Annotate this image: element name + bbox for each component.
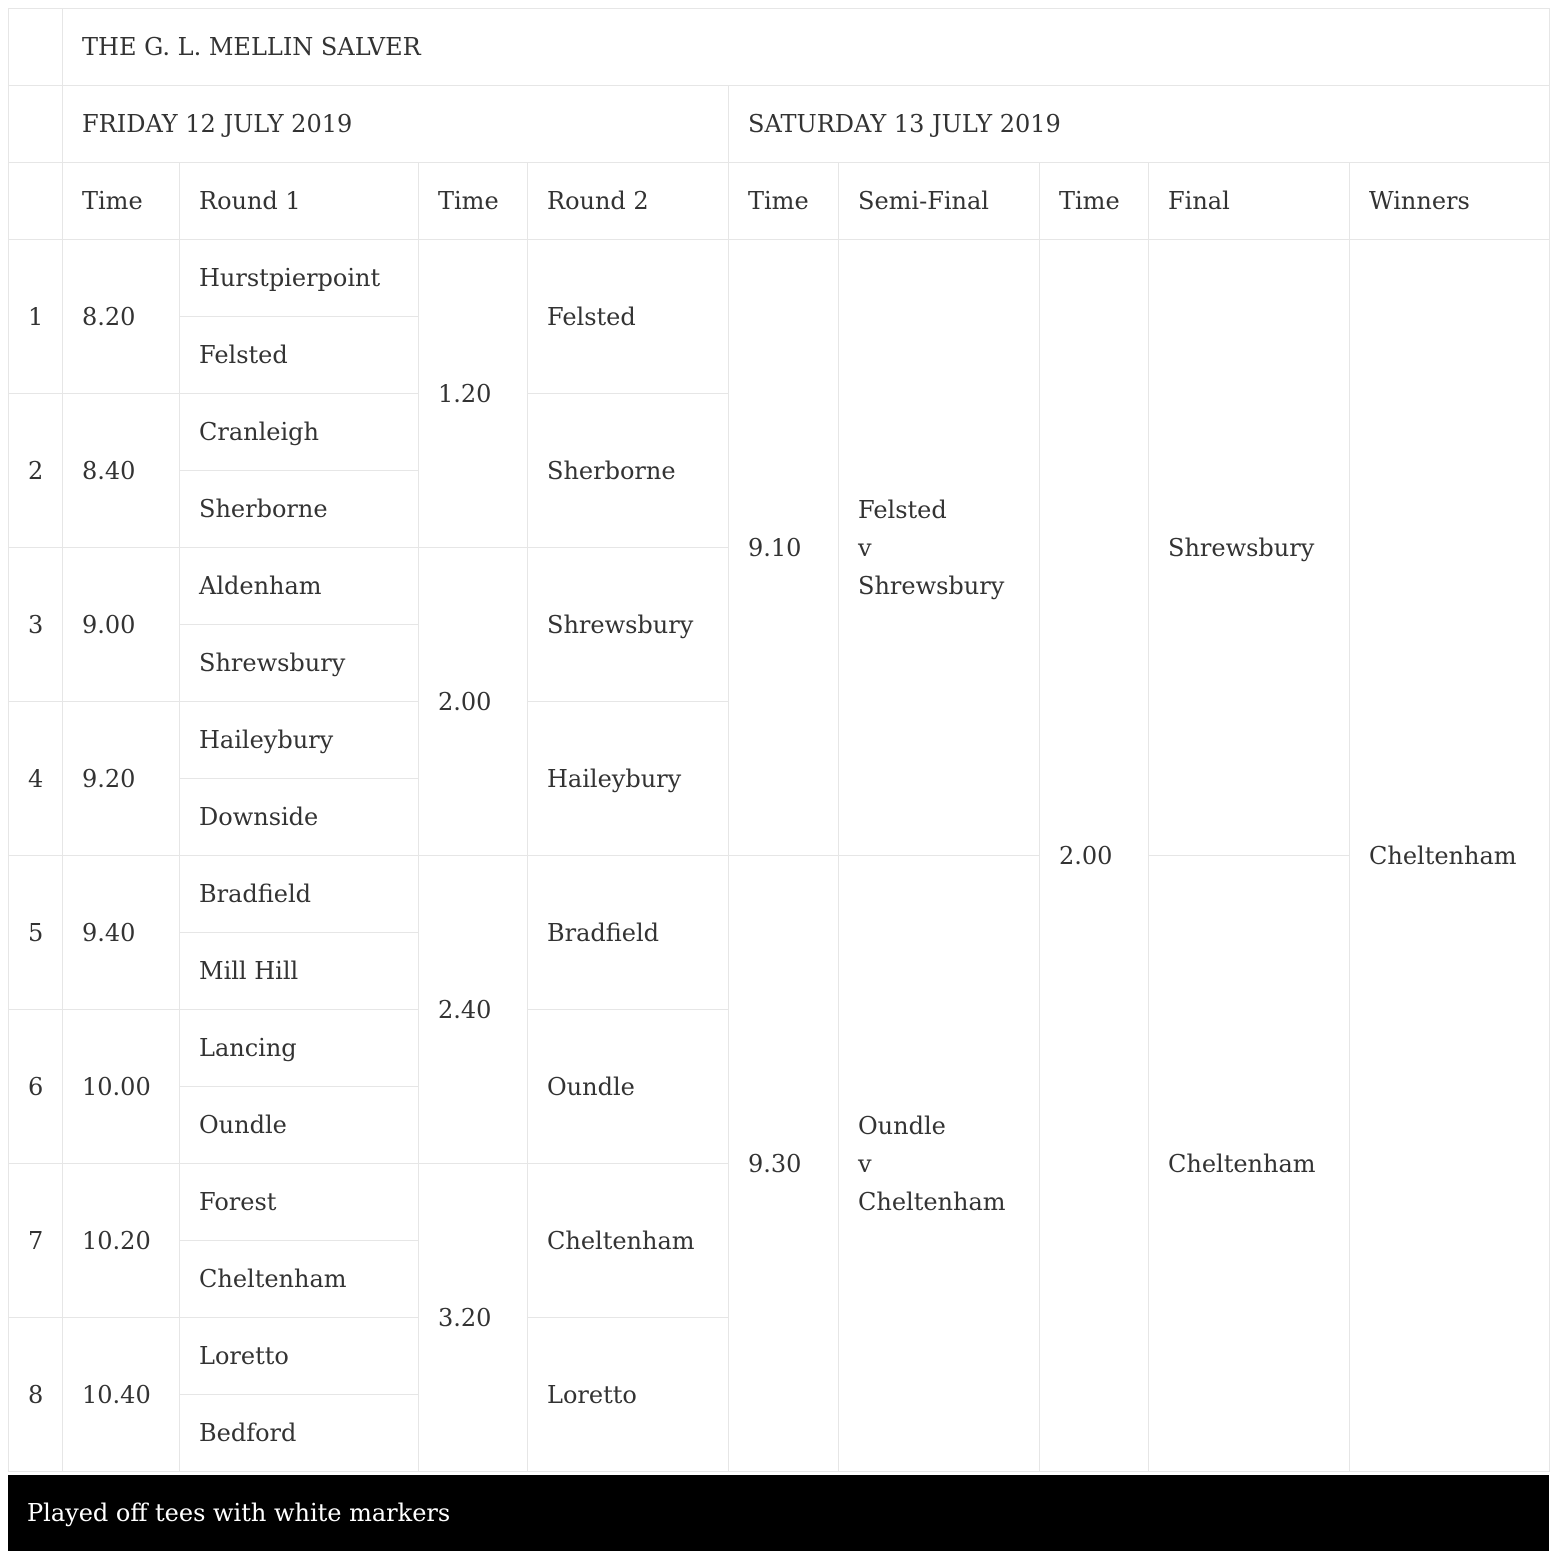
round2-time: 2.40: [419, 856, 528, 1164]
header-semi-final: Semi-Final: [839, 163, 1040, 240]
round2-team: Bradfield: [528, 856, 729, 1010]
footer-note: Played off tees with white markers: [8, 1475, 1549, 1551]
round1-team: Felsted: [180, 317, 419, 394]
title-row: [9, 9, 1550, 86]
round1-team: Hurstpierpoint: [180, 240, 419, 317]
round1-team: Loretto: [180, 1318, 419, 1395]
round2-team: Shrewsbury: [528, 548, 729, 702]
round1-team: Haileybury: [180, 702, 419, 779]
table-row: [9, 240, 1550, 317]
round1-team: Shrewsbury: [180, 625, 419, 702]
round1-team: Cranleigh: [180, 394, 419, 471]
round2-team: Loretto: [528, 1318, 729, 1472]
round1-team: Lancing: [180, 1010, 419, 1087]
semi-versus: v: [858, 1149, 872, 1178]
final-team: Shrewsbury: [1149, 240, 1350, 856]
match-time: 10.20: [63, 1164, 180, 1318]
table-row: [9, 856, 1550, 933]
round1-team: Bedford: [180, 1395, 419, 1472]
match-time: 9.20: [63, 702, 180, 856]
match-time: 8.40: [63, 394, 180, 548]
semi-home-team: Oundle: [858, 1111, 946, 1140]
round2-team: Sherborne: [528, 394, 729, 548]
round1-team: Forest: [180, 1164, 419, 1241]
header-winners: Winners: [1350, 163, 1550, 240]
match-number: 4: [9, 702, 63, 856]
days-row: [9, 86, 1550, 163]
semi-home-team: Felsted: [858, 495, 947, 524]
corner-cell: [9, 9, 63, 86]
match-number: 5: [9, 856, 63, 1010]
day-friday: FRIDAY 12 JULY 2019: [63, 86, 729, 163]
match-number: 6: [9, 1010, 63, 1164]
semi-final-match: [839, 240, 1040, 856]
match-time: 10.40: [63, 1318, 180, 1472]
match-time: 9.00: [63, 548, 180, 702]
semi-time: 9.30: [729, 856, 839, 1472]
corner-cell: [9, 163, 63, 240]
header-time-round1: Time: [63, 163, 180, 240]
match-number: 3: [9, 548, 63, 702]
header-time-final: Time: [1040, 163, 1149, 240]
round1-team: Mill Hill: [180, 933, 419, 1010]
corner-cell: [9, 86, 63, 163]
match-number: 8: [9, 1318, 63, 1472]
match-time: 9.40: [63, 856, 180, 1010]
round2-time: 3.20: [419, 1164, 528, 1472]
match-time: 8.20: [63, 240, 180, 394]
winner-team: Cheltenham: [1350, 240, 1550, 1472]
round1-team: Oundle: [180, 1087, 419, 1164]
header-round1: Round 1: [180, 163, 419, 240]
semi-away-team: Shrewsbury: [858, 571, 1005, 600]
round2-team: Cheltenham: [528, 1164, 729, 1318]
match-number: 7: [9, 1164, 63, 1318]
semi-final-match: [839, 856, 1040, 1472]
final-team: Cheltenham: [1149, 856, 1350, 1472]
header-final: Final: [1149, 163, 1350, 240]
round1-team: Bradfield: [180, 856, 419, 933]
match-number: 1: [9, 240, 63, 394]
draw-table: [8, 8, 1550, 1472]
round1-team: Downside: [180, 779, 419, 856]
round1-team: Cheltenham: [180, 1241, 419, 1318]
match-number: 2: [9, 394, 63, 548]
round2-time: 1.20: [419, 240, 528, 548]
round2-team: Oundle: [528, 1010, 729, 1164]
header-time-semi: Time: [729, 163, 839, 240]
semi-versus: v: [858, 533, 872, 562]
round1-team: Aldenham: [180, 548, 419, 625]
header-row: [9, 163, 1550, 240]
round1-team: Sherborne: [180, 471, 419, 548]
table-title: THE G. L. MELLIN SALVER: [63, 9, 1550, 86]
header-round2: Round 2: [528, 163, 729, 240]
match-time: 10.00: [63, 1010, 180, 1164]
round2-team: Felsted: [528, 240, 729, 394]
semi-time: 9.10: [729, 240, 839, 856]
day-saturday: SATURDAY 13 JULY 2019: [729, 86, 1550, 163]
header-time-round2: Time: [419, 163, 528, 240]
semi-away-team: Cheltenham: [858, 1187, 1006, 1216]
round2-team: Haileybury: [528, 702, 729, 856]
final-time: 2.00: [1040, 240, 1149, 1472]
round2-time: 2.00: [419, 548, 528, 856]
